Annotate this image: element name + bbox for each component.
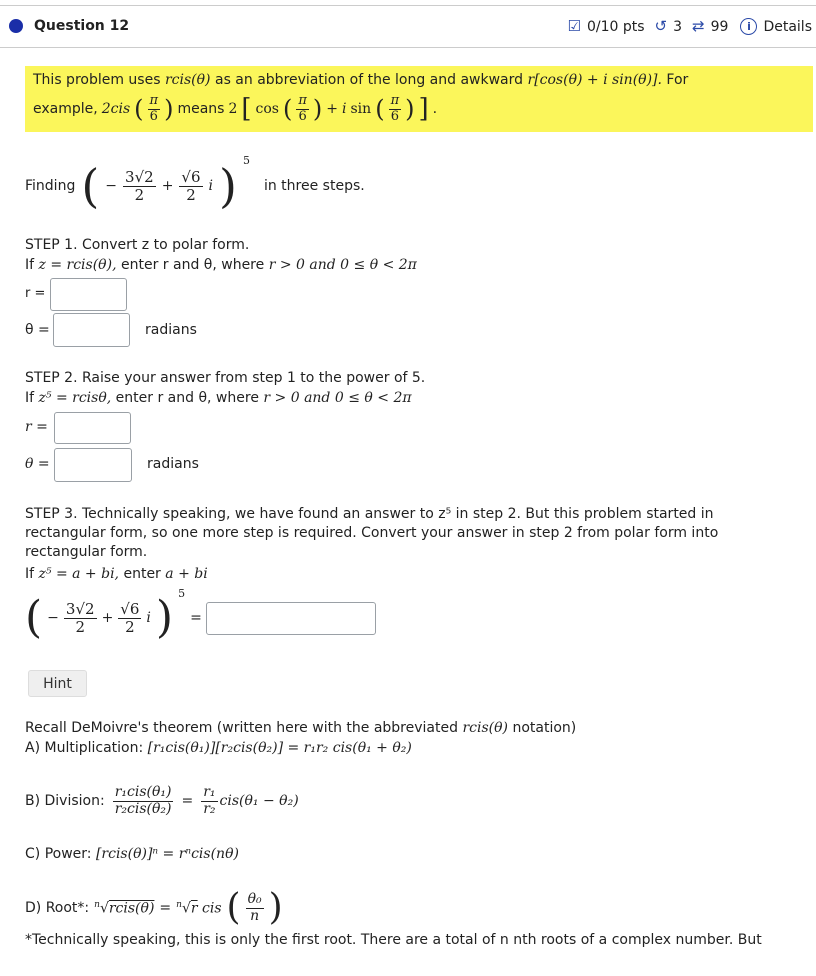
intro-text: For — [666, 72, 689, 88]
step2-theta-label: θ = — [25, 456, 50, 472]
instr-text: If — [25, 390, 35, 406]
intro-line-2: example, 2cis ( $\frac{\pi}{6}$ ) means 2 [ cos ( $\frac{\pi}{6}$ ) + i sin ( $\frac{\pi}{6}$ ) ] . — [33, 93, 438, 124]
versions-count: 99 — [710, 18, 729, 35]
step1-instruction — [25, 257, 417, 273]
hint-label: A) Multiplication: — [25, 740, 144, 756]
intro-text: means — [177, 101, 225, 117]
hint-footnote: *Technically speaking, this is only the first root. There are a total of n nth roots of a complex number. But — [25, 932, 762, 948]
intro-text: as an abbreviation of the long and awkward — [214, 72, 524, 88]
intro-text: . — [432, 101, 438, 117]
question-status-dot — [9, 19, 23, 33]
retry-icon[interactable]: ↺ — [654, 17, 668, 35]
step3-expression: ( − $\frac{3√2}{2}$ + $\frac{√6}{2}$ i ) 5 = — [25, 587, 202, 643]
checkbox-icon: ☑ — [567, 17, 581, 35]
step3-instruction — [25, 566, 208, 582]
attempts-count: 3 — [673, 18, 683, 35]
hint-recall — [25, 720, 576, 736]
versions-icon[interactable]: ⇄ — [692, 17, 705, 35]
step1-units: radians — [145, 322, 197, 338]
hint-text: notation) — [512, 720, 577, 736]
instr-cond: r > 0 and 0 ≤ θ < 2π — [268, 257, 417, 273]
intro-line-1 — [33, 72, 688, 88]
info-icon[interactable]: i — [740, 18, 757, 35]
instr-text: If — [25, 566, 35, 582]
details-link[interactable]: Details — [763, 18, 812, 35]
header-divider — [0, 47, 816, 48]
long-form-formula: r[cos(θ) + i sin(θ)]. — [527, 72, 662, 88]
step1-r-input[interactable] — [50, 278, 127, 311]
question-header-info — [568, 18, 812, 35]
finding-label: Finding — [25, 178, 76, 194]
intro-text: This problem uses — [33, 72, 161, 88]
instr-text: enter r and θ, where — [120, 257, 265, 273]
step3-line-2: rectangular form, so one more step is required. Convert your answer in step 2 from polar form into — [25, 525, 719, 541]
intro-text: example, — [33, 101, 98, 117]
instr-text: enter r and θ, where — [115, 390, 259, 406]
question-title: Question 12 — [34, 18, 130, 34]
hint-power — [25, 846, 239, 862]
step2-instruction — [25, 390, 412, 406]
step2-theta-input[interactable] — [54, 448, 132, 482]
hint-multiplication — [25, 740, 412, 756]
hint-label: C) Power: — [25, 846, 92, 862]
rcis-term: rcis(θ) — [164, 72, 211, 88]
step2-units: radians — [147, 456, 199, 472]
hint-label: D) Root*: — [25, 900, 90, 916]
step3-line-1: STEP 3. Technically speaking, we have found an answer to z⁵ in step 2. But this problem started in — [25, 506, 714, 522]
step3-line-3: rectangular form. — [25, 544, 148, 560]
example-expression: 2cis — [101, 101, 131, 117]
step1-theta-label: θ = — [25, 322, 50, 338]
finding-statement: Finding ( − $\frac{3√2}{2}$ + $\frac{√6}{2}$ i ) 5 in three steps. — [25, 154, 365, 213]
finding-suffix: in three steps. — [263, 178, 365, 194]
hint-text: Recall DeMoivre's theorem (written here with the abbreviated — [25, 720, 458, 736]
step2-title: STEP 2. Raise your answer from step 1 to the power of 5. — [25, 370, 426, 386]
step1-theta-input[interactable] — [53, 313, 130, 347]
hint-label: B) Division: — [25, 793, 105, 809]
step1-r-label: r = — [25, 286, 46, 301]
step3-answer-input[interactable] — [206, 602, 376, 635]
instr-eq: a + bi — [165, 566, 208, 582]
step2-r-label: r = — [25, 419, 48, 435]
instr-eq: z⁵ = rcisθ, — [38, 390, 112, 406]
instr-eq: z⁵ = a + bi, — [38, 566, 120, 582]
instr-eq: z = rcis(θ), — [38, 257, 117, 273]
hint-formula: [r₁cis(θ₁)][r₂cis(θ₂)] = r₁r₂ cis(θ₁ + θ₂) — [147, 740, 412, 756]
hint-division: B) Division: $\frac{\text{r₁cis(θ₁)}}{\text{r₂cis(θ₂)}}$ = $\frac{\text{r₁}}{\text{r₂}}$ cis(θ₁ − θ₂) — [25, 784, 299, 817]
points-label: 0/10 pts — [586, 18, 645, 35]
instr-text: enter — [123, 566, 161, 582]
instr-cond: r > 0 and 0 ≤ θ < 2π — [263, 390, 412, 406]
hint-formula: [rcis(θ)]ⁿ = rⁿcis(nθ) — [95, 846, 239, 862]
step1-title: STEP 1. Convert z to polar form. — [25, 237, 250, 253]
top-divider — [0, 5, 816, 6]
step2-r-input[interactable] — [54, 412, 131, 444]
hint-button[interactable]: Hint — [28, 670, 87, 697]
hint-text: rcis(θ) — [462, 720, 508, 736]
instr-text: If — [25, 257, 35, 273]
hint-root: D) Root*: $^n$√rcis(θ) = $^n$√r cis ( $\frac{\text{θ₀}}{n}$ ) — [25, 887, 283, 928]
